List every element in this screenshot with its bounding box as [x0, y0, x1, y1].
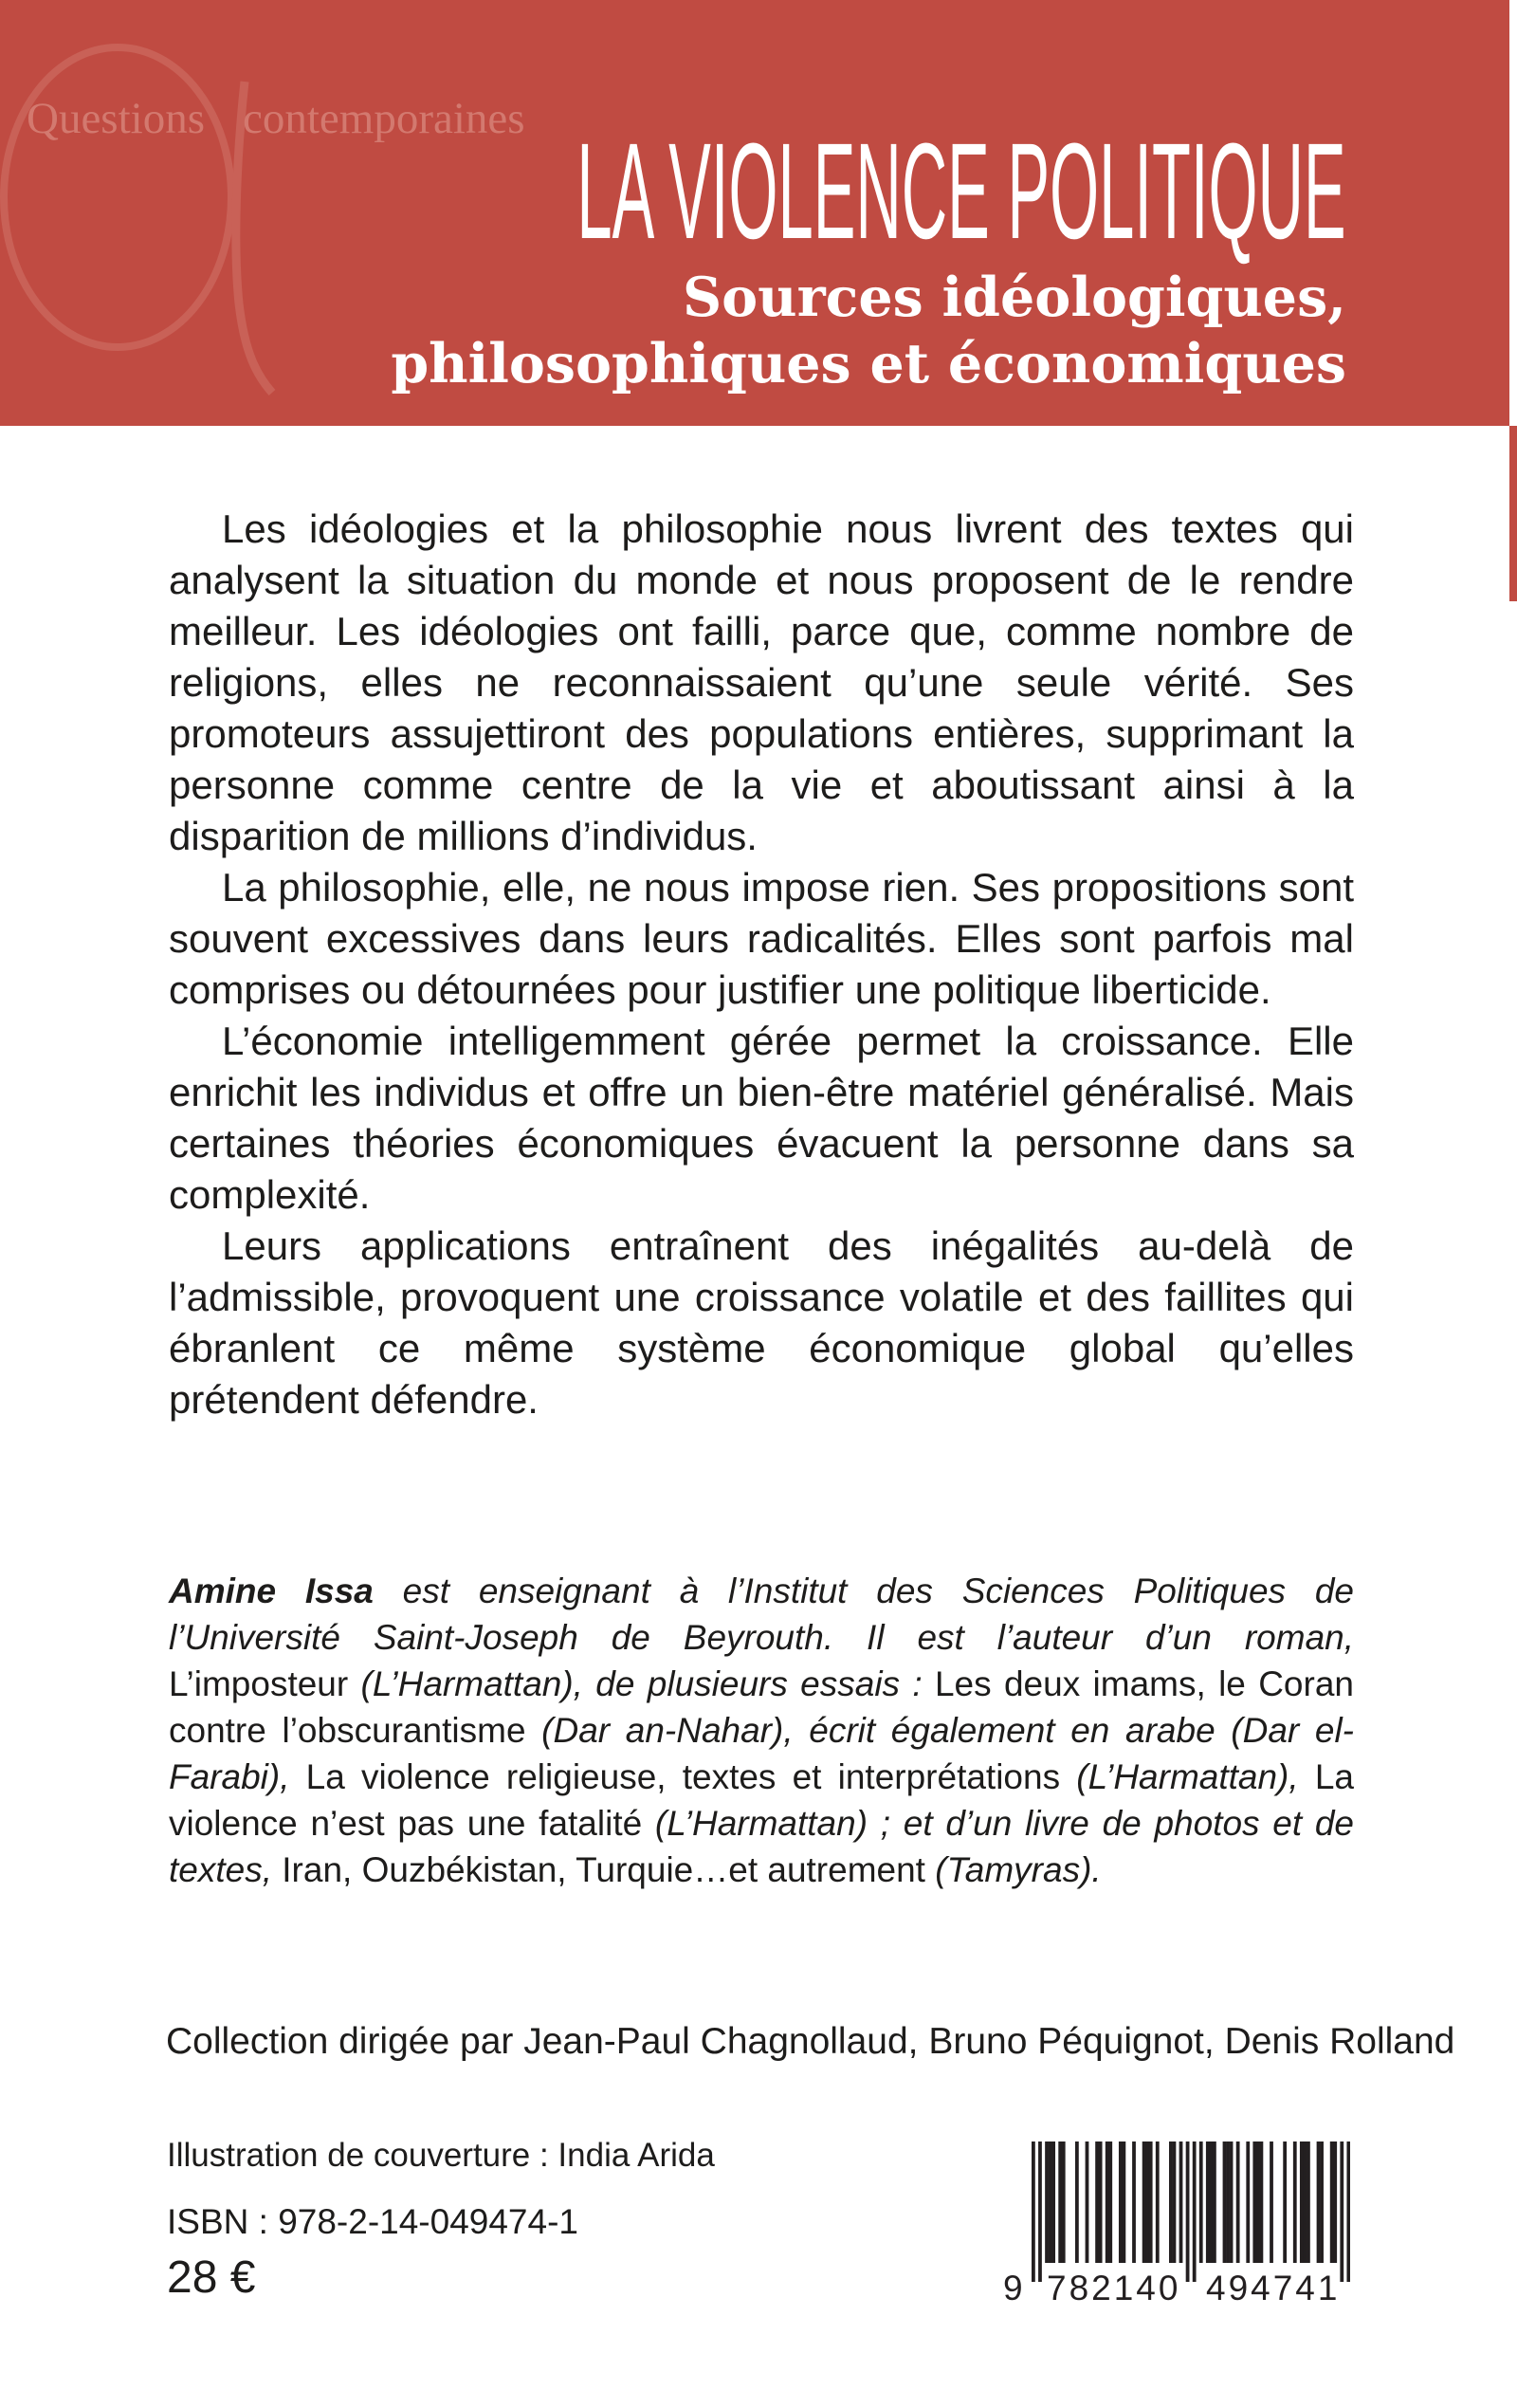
header-band — [0, 0, 1509, 426]
bio-segment: (Tamyras). — [935, 1850, 1102, 1889]
book-subtitle-line1: Sources idéologiques, — [682, 266, 1346, 329]
bio-segment: La violence n’est pas une fatalité — [169, 1757, 1354, 1843]
barcode-digits-left: 782140 — [1047, 2269, 1181, 2307]
cover-illustration-credit: Illustration de couverture : India Arida — [167, 2137, 715, 2174]
bio-segment: est enseignant à l’Institut des Sciences Politiques de l’Université Saint-Joseph de Beyrouth. Il est l’auteur d’un roman, — [169, 1572, 1354, 1657]
synopsis-paragraph: Leurs applications entraînent des inégalités au-delà de l’admissible, provoquent une croissance volatile et des faillites qui ébranlent ce même système économique global qu’elles prétendent défendre. — [169, 1223, 1354, 1422]
collection-word-right: contemporaines — [243, 94, 525, 143]
barcode-digits-right: 494741 — [1206, 2269, 1341, 2307]
price: 28 € — [167, 2252, 256, 2303]
isbn: ISBN : 978-2-14-049474-1 — [167, 2202, 578, 2241]
synopsis-paragraph: Les idéologies et la philosophie nous livrent des textes qui analysent la situation du monde et nous proposent de le rendre meilleur. Les idéologies ont failli, parce que, comme nombre de religions, elles ne reconnaissaient qu’une seule vérité. Ses promoteurs assujettiront des populations entières, supprimant la personne comme centre de la vie et aboutissant ainsi à la disparition de millions d’individus. — [169, 506, 1354, 858]
book-title: LA VIOLENCE POLITIQUE — [576, 115, 1346, 267]
collection-directors-line: Collection dirigée par Jean-Paul Chagnollaud, Bruno Péquignot, Denis Rolland — [166, 2021, 1455, 2062]
barcode-digit-first: 9 — [1003, 2269, 1026, 2307]
bio-segment: Iran, Ouzbékistan, Turquie…et autrement — [282, 1850, 936, 1889]
bio-segment: Les deux imams, le Coran contre l’obscurantisme — [169, 1664, 1354, 1750]
synopsis-paragraph: L’économie intelligemment gérée permet la croissance. Elle enrichit les individus et offre un bien-être matériel généralisé. Mais certaines théories économiques évacuent la personne dans sa complexité. — [169, 1019, 1354, 1217]
bio-segment: L’imposteur — [169, 1664, 361, 1703]
synopsis-paragraph: La philosophie, elle, ne nous impose rien. Ses propositions sont souvent excessives dans leurs radicalités. Elles sont parfois mal comprises ou détournées pour justifier une politique liberticide. — [169, 865, 1354, 1012]
bio-segment: La violence religieuse, textes et interprétations — [305, 1757, 1077, 1796]
bio-segment: (L’Harmattan), de plusieurs essais : — [360, 1664, 935, 1703]
barcode-bars — [1032, 2141, 1350, 2284]
bio-segment: (L’Harmattan), — [1076, 1757, 1315, 1796]
bio-segment: (Dar an-Nahar), écrit également en arabe (Dar el-Farabi), — [169, 1711, 1354, 1796]
barcode — [1003, 2141, 1350, 2310]
author-name: Amine Issa — [169, 1572, 403, 1610]
bio-segment: (L’Harmattan) ; et d’un livre de photos et de textes, — [169, 1804, 1354, 1889]
collection-name — [27, 93, 525, 144]
author-bio — [169, 1568, 1354, 1893]
spine-edge-mark — [1509, 426, 1517, 601]
collection-word-left: Questions — [27, 94, 205, 143]
book-subtitle-line2: philosophiques et économiques — [391, 332, 1346, 395]
synopsis — [169, 504, 1354, 1425]
book-subtitle — [391, 265, 1346, 397]
